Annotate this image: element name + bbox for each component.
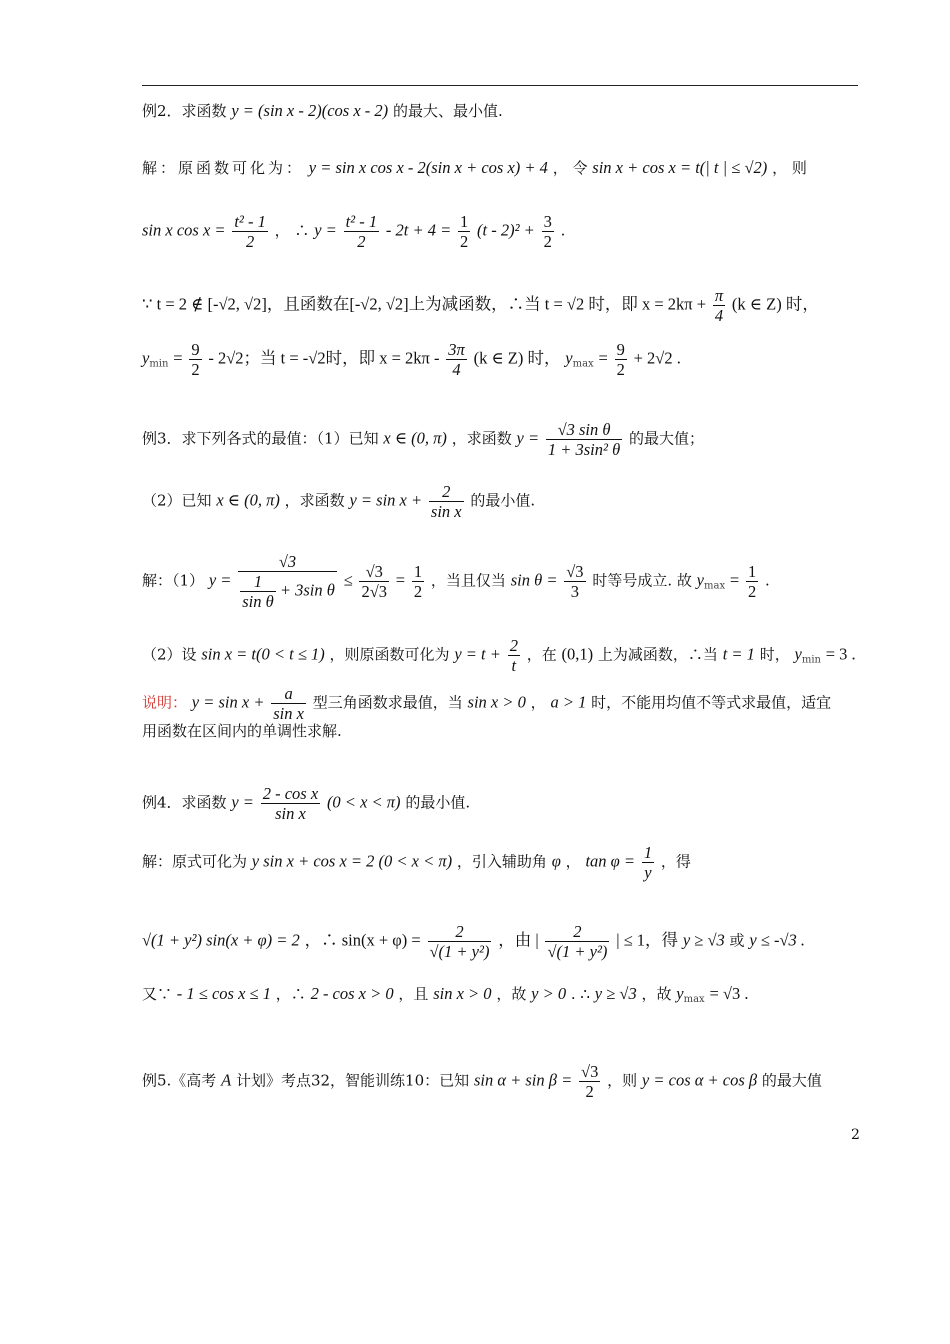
solution-formula: y = sin x cos x - 2(sin x + cos x) + 4 (308, 158, 548, 177)
example-4-solution-line-1 (142, 843, 691, 882)
part-2-label: （2）设 (142, 645, 197, 664)
page-number: 2 (851, 1127, 860, 1143)
fraction: $\frac{a}{\text{sin x}}$ (273, 684, 304, 723)
product-expression: sin x cos x = (142, 220, 226, 240)
inequality: 2 - cos x > 0 (310, 984, 394, 1003)
connector: ，在 (526, 645, 557, 664)
substitution: sin x = t(0 < t ≤ 1) (201, 644, 325, 664)
connector: ，得 (660, 852, 691, 871)
expression: (k ∈ Z) 时， (731, 294, 819, 314)
tail: 的最小值. (405, 793, 471, 812)
le-sign: ≤ (343, 570, 353, 590)
condition: a > 1 (550, 692, 587, 712)
monotonic-statement: ∵ t = 2 ∉ [-√2, √2]，且函数在[-√2, √2]上为减函数，∴当 t = √2 时，即 x = 2kπ + (142, 294, 707, 314)
result: = 3 . (825, 644, 856, 664)
subscript-min: min (801, 654, 821, 666)
example-2-line (142, 101, 503, 121)
example-2-solution-line-1 (142, 158, 807, 178)
subscript-max: max (704, 580, 726, 592)
inequality: y ≥ √3 (594, 984, 637, 1003)
interval: (0,1) (561, 644, 594, 664)
formula: √(1 + y²) sin(x + φ) = 2 (142, 930, 300, 950)
formula: y = cos α + cos β (641, 1070, 758, 1090)
tan-expression: tan φ = (585, 851, 636, 871)
solution-connector: ， 令 (552, 159, 588, 177)
example-2-tail: 的最大、最小值. (392, 102, 503, 120)
compound-fraction: √3 $\frac{1}{\text{sin θ}}$ + 3sin θ (238, 552, 337, 611)
fraction: $\frac{1}{2}$ (747, 562, 757, 601)
substitution-formula: sin x + cos x = t(| t | ≤ √2) (592, 158, 768, 177)
connector: 时， (759, 645, 790, 664)
subscript-max: max (683, 994, 705, 1005)
connector: ，故 (496, 985, 527, 1003)
connector: 又∵ (142, 985, 173, 1003)
y-min: y (794, 644, 802, 664)
inequality: sin x > 0 (433, 984, 492, 1003)
sin-equation: sin θ = (510, 570, 558, 590)
fraction: $\frac{2}{\text{sin x}}$ (430, 482, 462, 521)
connector: ，且 (398, 985, 429, 1003)
fraction: $\frac{2}{\text{√(1 + y²)}}$ (429, 922, 490, 961)
formula: sin α + sin β = (473, 1070, 573, 1090)
solution-intro: 解：（1） (142, 571, 205, 590)
result: y ≤ -√3 . (749, 930, 806, 950)
subscript-max: max (572, 358, 594, 370)
solution-intro: 解：原函数可化为： (142, 159, 305, 177)
formula: ，∴ sin(x + φ) = (304, 930, 421, 950)
example-4-solution-line-3 (142, 984, 748, 1010)
formula: y = sin x + (191, 692, 265, 712)
expression: - 2√2；当 t = -√2时，即 x = 2kπ - (208, 348, 440, 368)
fraction: $\frac{1}{2}$ (460, 212, 469, 251)
example-4-line (142, 784, 470, 823)
note-text: 时，不能用均值不等式求最值，适宜 (591, 693, 832, 712)
phi: φ (551, 851, 561, 871)
period: . (765, 571, 770, 590)
inequality: y > 0 (531, 984, 567, 1003)
connector: ，求函数 (451, 429, 512, 448)
connector: ，由 | (498, 930, 539, 950)
equals: = (395, 570, 406, 590)
y-max: y (565, 348, 573, 368)
value: t = 1 (722, 644, 755, 664)
y-equals: y = (208, 570, 232, 590)
condition: x ∈ (0, π) (383, 428, 447, 448)
fraction: $\frac{√3}{2√3}$ (361, 562, 388, 601)
condition-end: 时等号成立. 故 (592, 571, 692, 590)
note-text: 用函数在区间内的单调性求解. (142, 722, 342, 740)
example-3-solution-line-2 (142, 636, 856, 675)
example-2-label: 例2．求函数 (142, 102, 227, 120)
note-text: 型三角函数求最值，当 (312, 693, 463, 712)
example-3-label: 例3．求下列各式的最值：（1）已知 (142, 429, 379, 448)
y-equals: y = (314, 220, 337, 240)
fraction: $\frac{√3}{2}$ (581, 1062, 599, 1101)
connector: | ≤ 1，得 (616, 930, 679, 950)
connector: ，∴ (275, 985, 306, 1003)
fraction: $\frac{\text{t² - 1}}{2}$ (234, 212, 266, 251)
y-min: y (142, 348, 150, 368)
fraction: $\frac{3}{2}$ (543, 212, 552, 251)
connector: ，求函数 (284, 491, 345, 510)
connector: ，则 (607, 1071, 638, 1090)
condition: (0 < x < π) (326, 792, 401, 812)
y-max: y (676, 984, 684, 1003)
inequality: - 1 ≤ cos x ≤ 1 (176, 984, 271, 1003)
expression: - 2t + 4 = (385, 220, 452, 240)
fraction: $\frac{\text{t² - 1}}{2}$ (345, 212, 378, 251)
example-3-line-2 (142, 482, 535, 521)
result: y ≥ √3 (682, 930, 725, 950)
fraction: $\frac{1}{2}$ (413, 562, 423, 601)
formula: y sin x + cos x = 2 (0 < x < π) (251, 851, 453, 871)
solution-intro: 解：原式可化为 (142, 852, 248, 871)
condition-text: ，当且仅当 (430, 571, 506, 590)
letter-a: A (221, 1070, 232, 1090)
header-rule (142, 85, 858, 86)
note-line-1 (142, 684, 831, 723)
therefore-symbol: ， ∴ (274, 221, 310, 240)
example-2-solution-line-2: sin x cos x = $\frac{\text{t² - 1}}{2}$ ， ∴ y = $\frac{\text{t² - 1}}{2}$ - 2t + 4 = $\frac{1}{2}$ (t - 2)² + $\frac{3}{2}$ . (142, 212, 566, 251)
example-2-formula: y = (sin x - 2)(cos x - 2) (231, 101, 389, 120)
tail: 的最小值. (470, 491, 536, 510)
fraction: $\frac{\text{2 - cos x}}{\text{sin x}}$ (262, 784, 319, 823)
y-equals: y = (516, 428, 540, 448)
fraction: $\frac{\pi}{4}$ (714, 286, 724, 325)
expression: (t - 2)² + (477, 220, 535, 240)
example-5-line (142, 1062, 822, 1101)
example-3-tail: 的最大值； (628, 429, 704, 448)
example-4-solution-line-2 (142, 922, 805, 961)
fraction: $\frac{√3}{3}$ (566, 562, 584, 601)
fraction: $\frac{1}{y}$ (643, 843, 653, 882)
example-5-text: 计划》考点32，智能训练10：已知 (235, 1071, 470, 1090)
tail: 的最大值 (761, 1071, 822, 1090)
or-word: 或 (729, 931, 745, 950)
comma: ， (530, 693, 546, 712)
part-2-label: （2）已知 (142, 491, 212, 510)
note-label: 说明： (142, 693, 188, 712)
y-max: y (696, 570, 704, 590)
condition: x ∈ (0, π) (216, 490, 280, 510)
note-line-2 (142, 721, 342, 741)
example-2-solution-line-4: $y_{min}$ = $\frac{9}{2}$ - 2√2；当 t = -√2时，即 x = 2kπ - $\frac{3\pi}{4}$ (k ∈ Z) 时， $y_{max}$ = $\frac{9}{2}$ + 2√2 . (142, 340, 681, 379)
connector: . ∴ (570, 985, 590, 1003)
fraction: $\frac{3\pi}{4}$ (448, 340, 465, 379)
example-5-label: 例5.《高考 (142, 1071, 217, 1090)
example-3-line-1 (142, 420, 704, 459)
connector: ，则原函数可化为 (329, 645, 450, 664)
fraction: $\frac{2}{t}$ (509, 636, 518, 675)
expression: (k ∈ Z) 时， (473, 348, 561, 368)
comma: ， (565, 852, 581, 871)
fraction: $\frac{9}{2}$ (616, 340, 625, 379)
example-4-label: 例4．求函数 (142, 793, 227, 812)
expression: + 2√2 . (633, 348, 681, 368)
formula: y = sin x + (349, 490, 423, 510)
condition: sin x > 0 (467, 692, 526, 712)
y-equals: y = (231, 792, 254, 812)
connector: ，故 (641, 985, 672, 1003)
subscript-min: min (149, 358, 169, 370)
fraction: $\frac{9}{2}$ (191, 340, 200, 379)
result: = √3 . (709, 984, 749, 1003)
example-2-solution-line-3 (142, 286, 819, 325)
connector: 上为减函数，∴当 (597, 645, 718, 664)
formula: y = t + (454, 644, 501, 664)
solution-connector: ， 则 (772, 159, 807, 177)
fraction: $\frac{\text{√3 sin θ}}{\text{1 + 3sin² θ}}$ (547, 420, 621, 459)
connector: ，引入辅助角 (456, 852, 547, 871)
fraction: $\frac{2}{\text{√(1 + y²)}}$ (547, 922, 608, 961)
example-3-solution-line-1: 解：（1） y = √3 $\frac{1}{\text{sin θ}}$ + 3sin θ ≤ $\frac{√3}{2√3}$ = $\frac{1}{2}$ ，当且仅当 sin θ = $\frac{√3}{3}$ 时等号成立. 故 $y_{max}$ = $\frac{1}{2}$ . (142, 552, 770, 611)
